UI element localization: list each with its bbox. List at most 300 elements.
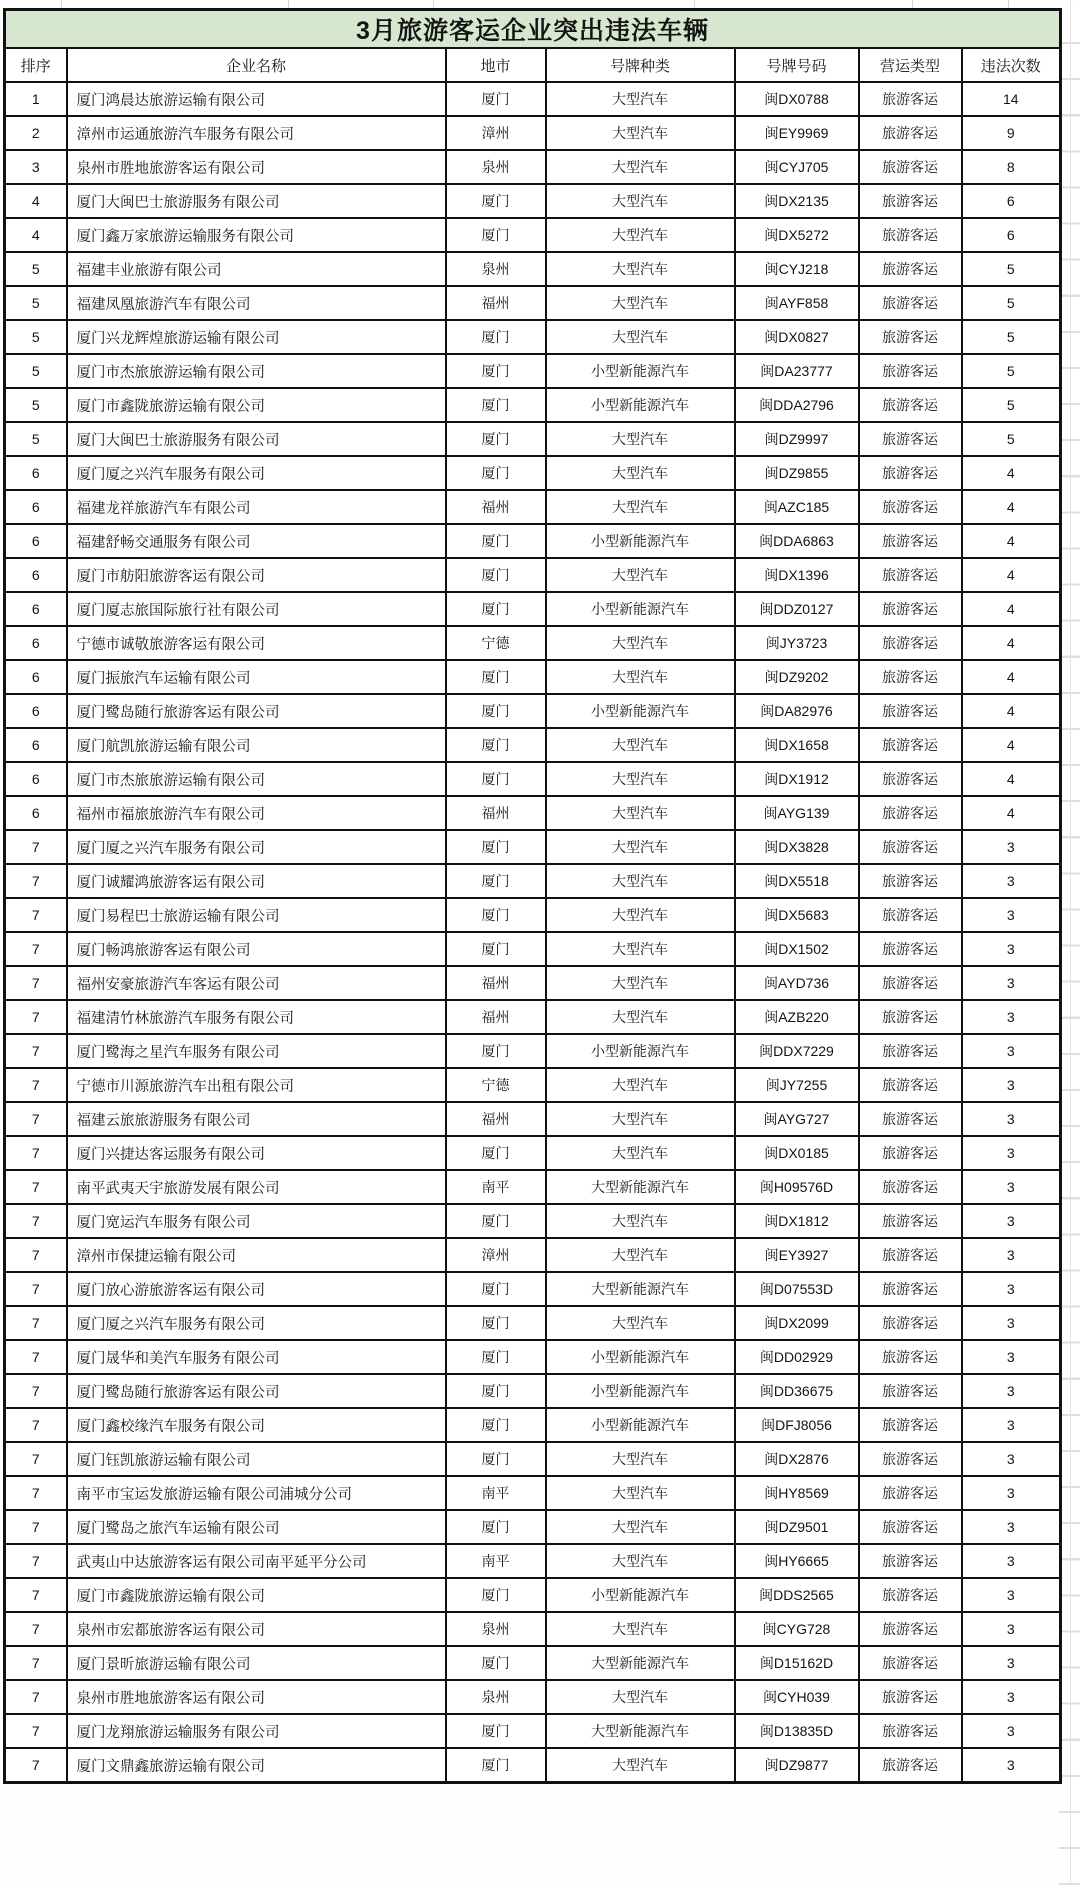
cell-company-name: 厦门景昕旅游运输有限公司 bbox=[67, 1646, 446, 1680]
cell-plate-number: 闽CYJ218 bbox=[735, 252, 859, 286]
cell-plate-number: 闽CYH039 bbox=[735, 1680, 859, 1714]
table-row bbox=[5, 1238, 1061, 1272]
cell-plate-number: 闽DA23777 bbox=[735, 354, 859, 388]
cell-violation-count: 5 bbox=[962, 286, 1061, 320]
cell-rank: 7 bbox=[5, 1442, 67, 1476]
cell-plate-type: 小型新能源汽车 bbox=[546, 1578, 735, 1612]
cell-plate-type: 大型汽车 bbox=[546, 456, 735, 490]
cell-operation-type: 旅游客运 bbox=[859, 1204, 962, 1238]
cell-plate-type: 大型汽车 bbox=[546, 864, 735, 898]
cell-violation-count: 4 bbox=[962, 762, 1061, 796]
table-row bbox=[5, 1374, 1061, 1408]
table-row bbox=[5, 1442, 1061, 1476]
table-title: 3月旅游客运企业突出违法车辆 bbox=[5, 10, 1061, 49]
cell-rank: 7 bbox=[5, 1680, 67, 1714]
cell-city: 南平 bbox=[446, 1476, 546, 1510]
sheet-gridline bbox=[61, 0, 62, 8]
cell-plate-type: 小型新能源汽车 bbox=[546, 388, 735, 422]
cell-rank: 7 bbox=[5, 1136, 67, 1170]
cell-plate-type: 小型新能源汽车 bbox=[546, 694, 735, 728]
cell-plate-type: 大型汽车 bbox=[546, 966, 735, 1000]
cell-plate-number: 闽H09576D bbox=[735, 1170, 859, 1204]
cell-plate-number: 闽CYG728 bbox=[735, 1612, 859, 1646]
cell-company-name: 厦门市鑫陇旅游运输有限公司 bbox=[67, 388, 446, 422]
cell-plate-number: 闽AZC185 bbox=[735, 490, 859, 524]
column-header-violation-count: 违法次数 bbox=[962, 48, 1061, 82]
cell-violation-count: 3 bbox=[962, 1306, 1061, 1340]
cell-company-name: 厦门厦志旅国际旅行社有限公司 bbox=[67, 592, 446, 626]
cell-operation-type: 旅游客运 bbox=[859, 252, 962, 286]
cell-violation-count: 3 bbox=[962, 830, 1061, 864]
cell-city: 福州 bbox=[446, 796, 546, 830]
cell-plate-type: 小型新能源汽车 bbox=[546, 1374, 735, 1408]
cell-plate-number: 闽AZB220 bbox=[735, 1000, 859, 1034]
cell-violation-count: 3 bbox=[962, 1068, 1061, 1102]
cell-violation-count: 4 bbox=[962, 456, 1061, 490]
cell-rank: 7 bbox=[5, 966, 67, 1000]
cell-company-name: 厦门大闽巴士旅游服务有限公司 bbox=[67, 422, 446, 456]
cell-company-name: 厦门鑫万家旅游运输服务有限公司 bbox=[67, 218, 446, 252]
sheet-gridline bbox=[433, 0, 434, 8]
cell-plate-number: 闽CYJ705 bbox=[735, 150, 859, 184]
cell-operation-type: 旅游客运 bbox=[859, 524, 962, 558]
cell-city: 厦门 bbox=[446, 422, 546, 456]
cell-city: 福州 bbox=[446, 1102, 546, 1136]
cell-city: 福州 bbox=[446, 286, 546, 320]
cell-plate-number: 闽AYD736 bbox=[735, 966, 859, 1000]
cell-city: 厦门 bbox=[446, 456, 546, 490]
cell-plate-type: 小型新能源汽车 bbox=[546, 524, 735, 558]
cell-company-name: 福州安豪旅游汽车客运有限公司 bbox=[67, 966, 446, 1000]
table-row bbox=[5, 728, 1061, 762]
cell-city: 厦门 bbox=[446, 1340, 546, 1374]
cell-city: 厦门 bbox=[446, 1748, 546, 1783]
cell-plate-type: 大型汽车 bbox=[546, 660, 735, 694]
cell-rank: 6 bbox=[5, 762, 67, 796]
cell-rank: 7 bbox=[5, 830, 67, 864]
table-row bbox=[5, 422, 1061, 456]
cell-city: 厦门 bbox=[446, 1714, 546, 1748]
table-row bbox=[5, 1034, 1061, 1068]
cell-violation-count: 3 bbox=[962, 1000, 1061, 1034]
cell-plate-number: 闽DX3828 bbox=[735, 830, 859, 864]
table-row bbox=[5, 1068, 1061, 1102]
cell-plate-type: 大型汽车 bbox=[546, 728, 735, 762]
cell-rank: 5 bbox=[5, 354, 67, 388]
cell-company-name: 厦门鸿晨达旅游运输有限公司 bbox=[67, 82, 446, 116]
cell-company-name: 厦门市鑫陇旅游运输有限公司 bbox=[67, 1578, 446, 1612]
table-row bbox=[5, 456, 1061, 490]
header-row bbox=[5, 48, 1061, 82]
table-row bbox=[5, 1204, 1061, 1238]
cell-violation-count: 3 bbox=[962, 1408, 1061, 1442]
cell-company-name: 厦门文鼎鑫旅游运输有限公司 bbox=[67, 1748, 446, 1783]
table-row bbox=[5, 1170, 1061, 1204]
cell-plate-number: 闽DX0185 bbox=[735, 1136, 859, 1170]
table-row bbox=[5, 218, 1061, 252]
cell-operation-type: 旅游客运 bbox=[859, 116, 962, 150]
cell-violation-count: 4 bbox=[962, 490, 1061, 524]
cell-violation-count: 3 bbox=[962, 1510, 1061, 1544]
cell-operation-type: 旅游客运 bbox=[859, 1034, 962, 1068]
table-row bbox=[5, 1272, 1061, 1306]
cell-plate-number: 闽DD36675 bbox=[735, 1374, 859, 1408]
column-header-city: 地市 bbox=[446, 48, 546, 82]
cell-rank: 7 bbox=[5, 1204, 67, 1238]
table-row bbox=[5, 592, 1061, 626]
cell-rank: 3 bbox=[5, 150, 67, 184]
cell-city: 福州 bbox=[446, 490, 546, 524]
cell-plate-number: 闽DD02929 bbox=[735, 1340, 859, 1374]
table-row bbox=[5, 354, 1061, 388]
table-row bbox=[5, 626, 1061, 660]
cell-violation-count: 4 bbox=[962, 592, 1061, 626]
cell-operation-type: 旅游客运 bbox=[859, 626, 962, 660]
cell-operation-type: 旅游客运 bbox=[859, 1612, 962, 1646]
cell-city: 厦门 bbox=[446, 1510, 546, 1544]
cell-city: 厦门 bbox=[446, 1442, 546, 1476]
table-row bbox=[5, 1340, 1061, 1374]
cell-violation-count: 5 bbox=[962, 388, 1061, 422]
cell-plate-number: 闽DX5272 bbox=[735, 218, 859, 252]
cell-rank: 5 bbox=[5, 422, 67, 456]
cell-rank: 6 bbox=[5, 626, 67, 660]
cell-city: 泉州 bbox=[446, 1680, 546, 1714]
sheet-gridline bbox=[288, 0, 289, 8]
cell-plate-type: 大型汽车 bbox=[546, 150, 735, 184]
column-header-plate-number: 号牌号码 bbox=[735, 48, 859, 82]
cell-plate-type: 小型新能源汽车 bbox=[546, 1408, 735, 1442]
cell-plate-number: 闽DZ9202 bbox=[735, 660, 859, 694]
cell-city: 厦门 bbox=[446, 524, 546, 558]
table-row bbox=[5, 1102, 1061, 1136]
cell-plate-type: 小型新能源汽车 bbox=[546, 354, 735, 388]
table-row bbox=[5, 932, 1061, 966]
cell-plate-type: 大型汽车 bbox=[546, 1136, 735, 1170]
cell-rank: 7 bbox=[5, 1306, 67, 1340]
cell-plate-type: 大型新能源汽车 bbox=[546, 1646, 735, 1680]
cell-operation-type: 旅游客运 bbox=[859, 694, 962, 728]
cell-operation-type: 旅游客运 bbox=[859, 592, 962, 626]
table-row bbox=[5, 762, 1061, 796]
cell-city: 南平 bbox=[446, 1170, 546, 1204]
cell-plate-type: 大型汽车 bbox=[546, 1204, 735, 1238]
cell-company-name: 厦门龙翔旅游运输服务有限公司 bbox=[67, 1714, 446, 1748]
cell-city: 厦门 bbox=[446, 320, 546, 354]
cell-plate-type: 大型汽车 bbox=[546, 1306, 735, 1340]
cell-plate-number: 闽DX5518 bbox=[735, 864, 859, 898]
cell-city: 厦门 bbox=[446, 218, 546, 252]
cell-plate-number: 闽DX1658 bbox=[735, 728, 859, 762]
table-row bbox=[5, 830, 1061, 864]
cell-plate-number: 闽EY3927 bbox=[735, 1238, 859, 1272]
cell-operation-type: 旅游客运 bbox=[859, 762, 962, 796]
cell-plate-number: 闽D15162D bbox=[735, 1646, 859, 1680]
cell-violation-count: 4 bbox=[962, 558, 1061, 592]
cell-plate-type: 大型汽车 bbox=[546, 1476, 735, 1510]
cell-rank: 6 bbox=[5, 592, 67, 626]
cell-plate-number: 闽HY6665 bbox=[735, 1544, 859, 1578]
cell-company-name: 漳州市保捷运输有限公司 bbox=[67, 1238, 446, 1272]
cell-city: 厦门 bbox=[446, 660, 546, 694]
cell-operation-type: 旅游客运 bbox=[859, 354, 962, 388]
cell-rank: 7 bbox=[5, 1102, 67, 1136]
cell-company-name: 厦门市舫阳旅游客运有限公司 bbox=[67, 558, 446, 592]
cell-city: 厦门 bbox=[446, 694, 546, 728]
cell-violation-count: 3 bbox=[962, 898, 1061, 932]
cell-operation-type: 旅游客运 bbox=[859, 1170, 962, 1204]
cell-company-name: 泉州市宏都旅游客运有限公司 bbox=[67, 1612, 446, 1646]
cell-city: 厦门 bbox=[446, 1136, 546, 1170]
cell-plate-number: 闽D07553D bbox=[735, 1272, 859, 1306]
cell-violation-count: 3 bbox=[962, 1714, 1061, 1748]
cell-company-name: 厦门航凯旅游运输有限公司 bbox=[67, 728, 446, 762]
cell-operation-type: 旅游客运 bbox=[859, 1544, 962, 1578]
cell-plate-number: 闽DX1502 bbox=[735, 932, 859, 966]
cell-rank: 5 bbox=[5, 388, 67, 422]
cell-city: 厦门 bbox=[446, 932, 546, 966]
table-row bbox=[5, 898, 1061, 932]
cell-plate-type: 大型汽车 bbox=[546, 116, 735, 150]
cell-company-name: 福建舒畅交通服务有限公司 bbox=[67, 524, 446, 558]
cell-company-name: 厦门鹭岛之旅汽车运输有限公司 bbox=[67, 1510, 446, 1544]
cell-company-name: 厦门宽运汽车服务有限公司 bbox=[67, 1204, 446, 1238]
cell-plate-number: 闽HY8569 bbox=[735, 1476, 859, 1510]
cell-violation-count: 3 bbox=[962, 966, 1061, 1000]
cell-operation-type: 旅游客运 bbox=[859, 660, 962, 694]
cell-plate-number: 闽DX2099 bbox=[735, 1306, 859, 1340]
cell-company-name: 南平市宝运发旅游运输有限公司浦城分公司 bbox=[67, 1476, 446, 1510]
cell-plate-type: 大型汽车 bbox=[546, 932, 735, 966]
table-row bbox=[5, 524, 1061, 558]
cell-city: 南平 bbox=[446, 1544, 546, 1578]
cell-plate-type: 大型汽车 bbox=[546, 898, 735, 932]
cell-company-name: 福建丰业旅游有限公司 bbox=[67, 252, 446, 286]
cell-company-name: 厦门鹭岛随行旅游客运有限公司 bbox=[67, 1374, 446, 1408]
cell-violation-count: 5 bbox=[962, 320, 1061, 354]
table-row bbox=[5, 694, 1061, 728]
cell-plate-type: 大型汽车 bbox=[546, 422, 735, 456]
cell-rank: 2 bbox=[5, 116, 67, 150]
cell-operation-type: 旅游客运 bbox=[859, 1272, 962, 1306]
cell-operation-type: 旅游客运 bbox=[859, 728, 962, 762]
title-row bbox=[5, 10, 1061, 49]
cell-operation-type: 旅游客运 bbox=[859, 82, 962, 116]
cell-plate-number: 闽JY3723 bbox=[735, 626, 859, 660]
table-row bbox=[5, 1510, 1061, 1544]
cell-violation-count: 5 bbox=[962, 422, 1061, 456]
cell-violation-count: 3 bbox=[962, 864, 1061, 898]
column-header-rank: 排序 bbox=[5, 48, 67, 82]
cell-plate-type: 大型汽车 bbox=[546, 1510, 735, 1544]
cell-operation-type: 旅游客运 bbox=[859, 1714, 962, 1748]
cell-operation-type: 旅游客运 bbox=[859, 932, 962, 966]
cell-plate-type: 小型新能源汽车 bbox=[546, 592, 735, 626]
cell-city: 泉州 bbox=[446, 252, 546, 286]
cell-company-name: 厦门晟华和美汽车服务有限公司 bbox=[67, 1340, 446, 1374]
cell-city: 厦门 bbox=[446, 728, 546, 762]
cell-operation-type: 旅游客运 bbox=[859, 1000, 962, 1034]
table-row bbox=[5, 286, 1061, 320]
table-row bbox=[5, 1136, 1061, 1170]
cell-rank: 1 bbox=[5, 82, 67, 116]
cell-violation-count: 3 bbox=[962, 1442, 1061, 1476]
cell-company-name: 福建凤凰旅游汽车有限公司 bbox=[67, 286, 446, 320]
table-row bbox=[5, 116, 1061, 150]
cell-plate-type: 大型汽车 bbox=[546, 184, 735, 218]
cell-plate-number: 闽AYG139 bbox=[735, 796, 859, 830]
cell-rank: 6 bbox=[5, 694, 67, 728]
cell-company-name: 厦门厦之兴汽车服务有限公司 bbox=[67, 830, 446, 864]
cell-operation-type: 旅游客运 bbox=[859, 1476, 962, 1510]
cell-city: 福州 bbox=[446, 1000, 546, 1034]
cell-violation-count: 8 bbox=[962, 150, 1061, 184]
cell-plate-number: 闽DX0788 bbox=[735, 82, 859, 116]
cell-city: 厦门 bbox=[446, 898, 546, 932]
cell-plate-number: 闽DX1396 bbox=[735, 558, 859, 592]
cell-violation-count: 5 bbox=[962, 354, 1061, 388]
table-row bbox=[5, 558, 1061, 592]
cell-plate-number: 闽DDA6863 bbox=[735, 524, 859, 558]
cell-plate-type: 大型汽车 bbox=[546, 1102, 735, 1136]
cell-rank: 6 bbox=[5, 456, 67, 490]
table-row bbox=[5, 1612, 1061, 1646]
cell-city: 泉州 bbox=[446, 150, 546, 184]
cell-violation-count: 4 bbox=[962, 660, 1061, 694]
cell-operation-type: 旅游客运 bbox=[859, 1510, 962, 1544]
cell-plate-type: 大型汽车 bbox=[546, 286, 735, 320]
table-row bbox=[5, 1748, 1061, 1783]
cell-plate-type: 大型汽车 bbox=[546, 82, 735, 116]
cell-rank: 7 bbox=[5, 1340, 67, 1374]
table-row bbox=[5, 252, 1061, 286]
cell-violation-count: 3 bbox=[962, 1170, 1061, 1204]
table-row bbox=[5, 1680, 1061, 1714]
cell-operation-type: 旅游客运 bbox=[859, 966, 962, 1000]
cell-plate-number: 闽DA82976 bbox=[735, 694, 859, 728]
table-row bbox=[5, 184, 1061, 218]
cell-violation-count: 3 bbox=[962, 1476, 1061, 1510]
cell-city: 宁德 bbox=[446, 626, 546, 660]
cell-operation-type: 旅游客运 bbox=[859, 218, 962, 252]
cell-violation-count: 3 bbox=[962, 1102, 1061, 1136]
cell-rank: 7 bbox=[5, 1034, 67, 1068]
cell-violation-count: 4 bbox=[962, 728, 1061, 762]
cell-rank: 7 bbox=[5, 1544, 67, 1578]
cell-rank: 7 bbox=[5, 1374, 67, 1408]
table-row bbox=[5, 1476, 1061, 1510]
table-row bbox=[5, 796, 1061, 830]
cell-plate-type: 大型汽车 bbox=[546, 1068, 735, 1102]
cell-plate-number: 闽DX2135 bbox=[735, 184, 859, 218]
cell-plate-number: 闽EY9969 bbox=[735, 116, 859, 150]
cell-operation-type: 旅游客运 bbox=[859, 456, 962, 490]
cell-plate-type: 大型汽车 bbox=[546, 252, 735, 286]
cell-plate-number: 闽DDX7229 bbox=[735, 1034, 859, 1068]
cell-plate-type: 大型汽车 bbox=[546, 1238, 735, 1272]
cell-company-name: 厦门市杰旅旅游运输有限公司 bbox=[67, 354, 446, 388]
cell-plate-type: 大型汽车 bbox=[546, 1612, 735, 1646]
cell-rank: 7 bbox=[5, 1000, 67, 1034]
table-row bbox=[5, 1578, 1061, 1612]
cell-plate-type: 大型汽车 bbox=[546, 558, 735, 592]
cell-city: 厦门 bbox=[446, 1374, 546, 1408]
cell-plate-type: 大型汽车 bbox=[546, 1748, 735, 1783]
cell-operation-type: 旅游客运 bbox=[859, 1102, 962, 1136]
cell-company-name: 武夷山中达旅游客运有限公司南平延平分公司 bbox=[67, 1544, 446, 1578]
cell-plate-type: 大型汽车 bbox=[546, 830, 735, 864]
cell-company-name: 厦门畅鸿旅游客运有限公司 bbox=[67, 932, 446, 966]
cell-city: 福州 bbox=[446, 966, 546, 1000]
cell-company-name: 厦门市杰旅旅游运输有限公司 bbox=[67, 762, 446, 796]
cell-rank: 7 bbox=[5, 1612, 67, 1646]
cell-plate-number: 闽DX0827 bbox=[735, 320, 859, 354]
cell-operation-type: 旅游客运 bbox=[859, 830, 962, 864]
cell-operation-type: 旅游客运 bbox=[859, 490, 962, 524]
violation-table bbox=[3, 8, 1062, 1784]
cell-operation-type: 旅游客运 bbox=[859, 320, 962, 354]
cell-company-name: 厦门鹭岛随行旅游客运有限公司 bbox=[67, 694, 446, 728]
cell-plate-type: 大型汽车 bbox=[546, 320, 735, 354]
column-header-company: 企业名称 bbox=[67, 48, 446, 82]
cell-plate-type: 大型汽车 bbox=[546, 1000, 735, 1034]
cell-rank: 6 bbox=[5, 796, 67, 830]
cell-rank: 5 bbox=[5, 320, 67, 354]
cell-plate-type: 大型汽车 bbox=[546, 490, 735, 524]
cell-plate-number: 闽DX1912 bbox=[735, 762, 859, 796]
cell-city: 厦门 bbox=[446, 1204, 546, 1238]
cell-rank: 7 bbox=[5, 1646, 67, 1680]
table-row bbox=[5, 1000, 1061, 1034]
cell-plate-type: 大型汽车 bbox=[546, 1442, 735, 1476]
cell-rank: 7 bbox=[5, 1578, 67, 1612]
cell-violation-count: 4 bbox=[962, 626, 1061, 660]
cell-city: 厦门 bbox=[446, 592, 546, 626]
cell-rank: 7 bbox=[5, 1748, 67, 1783]
cell-operation-type: 旅游客运 bbox=[859, 1680, 962, 1714]
cell-city: 漳州 bbox=[446, 1238, 546, 1272]
cell-city: 厦门 bbox=[446, 762, 546, 796]
table-row bbox=[5, 1408, 1061, 1442]
cell-company-name: 福州市福旅旅游汽车有限公司 bbox=[67, 796, 446, 830]
cell-rank: 7 bbox=[5, 864, 67, 898]
cell-plate-number: 闽JY7255 bbox=[735, 1068, 859, 1102]
cell-city: 厦门 bbox=[446, 184, 546, 218]
cell-city: 厦门 bbox=[446, 1306, 546, 1340]
cell-operation-type: 旅游客运 bbox=[859, 558, 962, 592]
table-row bbox=[5, 150, 1061, 184]
cell-plate-number: 闽DDA2796 bbox=[735, 388, 859, 422]
cell-plate-number: 闽DX2876 bbox=[735, 1442, 859, 1476]
cell-violation-count: 3 bbox=[962, 1238, 1061, 1272]
cell-rank: 7 bbox=[5, 1170, 67, 1204]
cell-company-name: 厦门钰凯旅游运输有限公司 bbox=[67, 1442, 446, 1476]
cell-violation-count: 6 bbox=[962, 218, 1061, 252]
cell-violation-count: 5 bbox=[962, 252, 1061, 286]
cell-city: 宁德 bbox=[446, 1068, 546, 1102]
cell-operation-type: 旅游客运 bbox=[859, 1374, 962, 1408]
cell-violation-count: 3 bbox=[962, 1272, 1061, 1306]
cell-company-name: 厦门振旅汽车运输有限公司 bbox=[67, 660, 446, 694]
cell-city: 厦门 bbox=[446, 1408, 546, 1442]
cell-plate-number: 闽DZ9855 bbox=[735, 456, 859, 490]
cell-plate-number: 闽D13835D bbox=[735, 1714, 859, 1748]
cell-violation-count: 3 bbox=[962, 1340, 1061, 1374]
cell-plate-number: 闽DZ9997 bbox=[735, 422, 859, 456]
cell-operation-type: 旅游客运 bbox=[859, 1306, 962, 1340]
cell-violation-count: 6 bbox=[962, 184, 1061, 218]
cell-plate-type: 大型汽车 bbox=[546, 626, 735, 660]
